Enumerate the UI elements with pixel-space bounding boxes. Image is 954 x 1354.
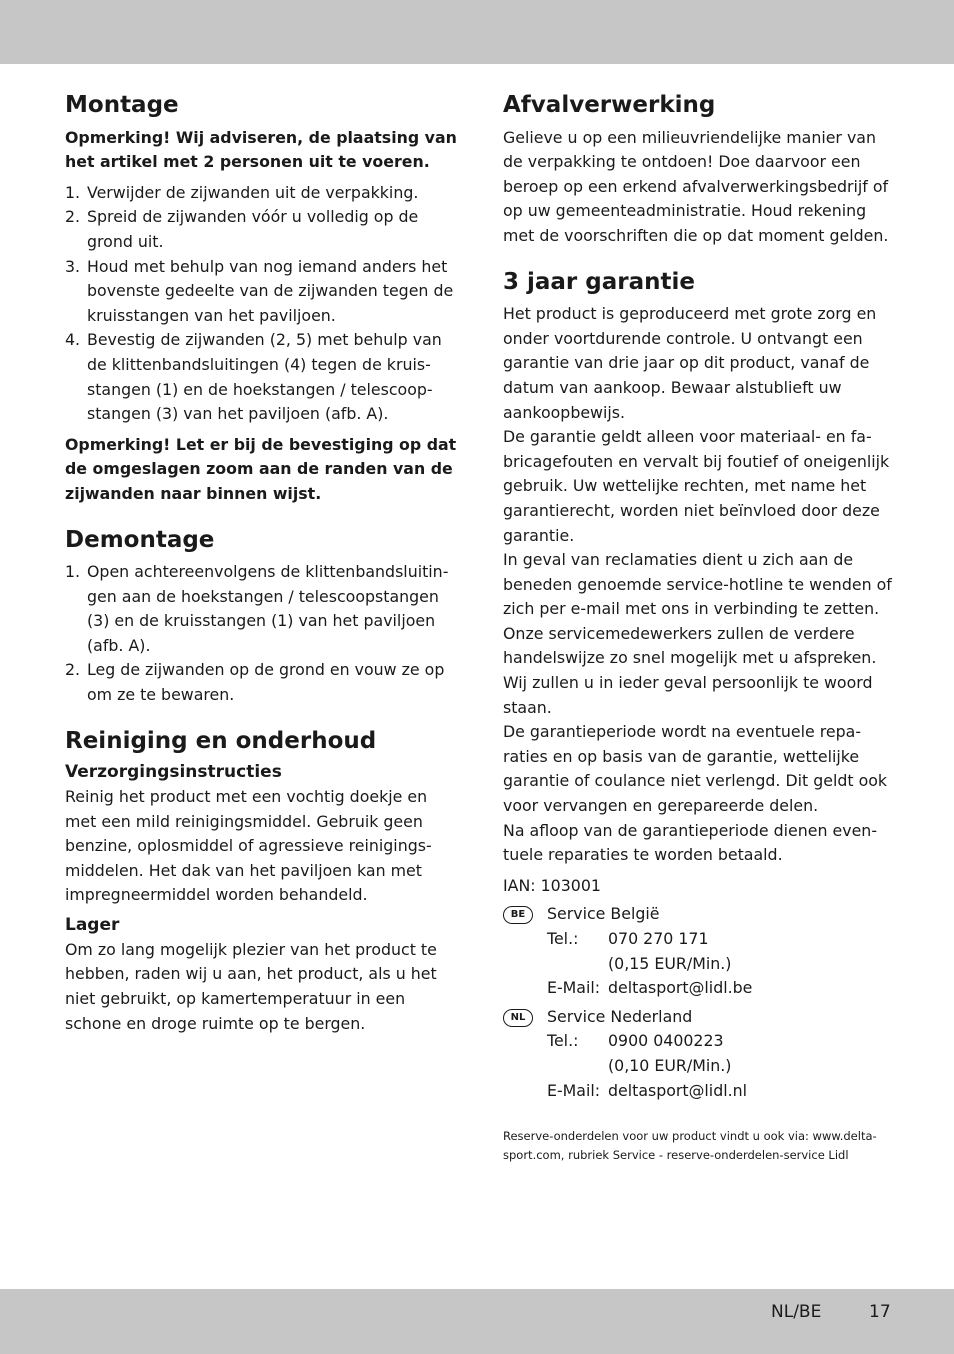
language-code: NL/BE [771,1302,822,1322]
garantie-p1: Het product is geproduceerd met grote zorg en onder voortdurende controle. U ontvangt een garantie van drie jaar op dit product, vanaf de datum van aankoop. Bewaar alstublieft uw aankoopbewijs. [503,304,877,422]
montage-note-1: Opmerking! Wij adviseren, de plaatsing van het artikel met 2 personen uit te voeren. [65,127,457,172]
reiniging-heading: Reiniging en onderhoud [65,727,377,754]
demontage-heading: Demontage [65,526,215,553]
garantie-p2: De garantie geldt alleen voor materiaal- en fabricagefouten en vervalt bij foutief of oneigenlijk gebruik. Uw wettelijke rechten, met name het garantierecht, worden niet beïnvloed door deze garantie. [503,427,890,545]
garantie-p3: In geval van reclamaties dient u zich aan de beneden genoemde service-hotline te wenden of zich per e-mail met ons in verbinding te zetten. Onze servicemedewerkers zullen de verdere handelswijze zo snel mogelijk met u afspreken. Wij zullen u in ieder geval persoonlijk te woord staan. [503,550,892,717]
list-item: 2. Spreid de zijwanden vóór u volledig op de grond uit. [65,207,419,251]
list-item: 4. Bevestig de zijwanden (2, 5) met behulp van de klittenbandsluitingen (4) tegen de kruisstangen (1) en de hoekstangen / telescoopstangen (3) van het paviljoen (afb. A). [65,330,442,424]
list-item: 2. Leg de zijwanden op de grond en vouw ze op om ze te bewaren. [65,660,445,705]
ian-number: IAN: 103001 [503,875,601,895]
country-badge-be: BE [503,906,533,924]
call-rate: (0,15 EUR/Min.) [608,953,732,973]
list-item: 3. Houd met behulp van nog iemand anders het bovenste gedeelte van de zijwanden tegen de kruisstangen van het paviljoen. [65,256,454,325]
storage-text: Om zo lang mogelijk plezier van het product te hebben, raden wij u aan, het product, als u het niet gebruikt, op kamertemperatuur in een schone en droge ruimte op te bergen. [65,939,437,1033]
storage-heading: Lager [65,915,120,936]
montage-heading: Montage [65,92,179,118]
page-number: 17 [869,1302,891,1322]
montage-note-2: Opmerking! Let er bij de bevestiging op dat de omgeslagen zoom aan de randen van de zijwanden naar binnen wijst. [65,434,457,503]
afval-heading: Afvalverwerking [503,92,716,118]
left-column [65,92,457,1036]
list-item: 1. Open achtereenvolgens de klittenbandsluitingen aan de hoekstangen / telescoopstangen (3) en de kruisstangen (1) van het paviljoen (afb. A). [65,562,449,655]
service-name: Service Nederland [547,1006,693,1026]
care-instructions-text: Reinig het product met een vochtig doekje en met een mild reinigingsmiddel. Gebruik geen benzine, oplosmiddel of agressieve reinigingsmiddelen. Het dak van het paviljoen kan met impregneermiddel worden behandeld. [65,787,432,905]
garantie-p4: De garantieperiode wordt na eventuele reparaties en op basis van de garantie, wettelijke garantie of coulance niet verlengd. Dit geldt ook voor vervangen en gerepareerde delen. [503,722,888,816]
afval-text: Gelieve u op een milieuvriendelijke manier van de verpakking te ontdoen! Doe daarvoor een beroep op een erkend afvalverwerkingsbedrijf of op uw gemeenteadministratie. Houd rekening met de voorschriften die op dat moment gelden. [503,127,889,245]
spare-parts-note: Reserve-onderdelen voor uw product vindt u ook via: www.delta-sport.com, rubriek Service - reserve-onderdelen-service Lidl [503,1129,877,1162]
care-instructions-heading: Verzorgingsinstructies [65,762,282,783]
garantie-p5: Na afloop van de garantieperiode dienen eventuele reparaties te worden betaald. [503,820,878,865]
phone-number: 070 270 171 [608,929,709,948]
country-badge-nl: NL [503,1009,533,1027]
list-item: 1. Verwijder de zijwanden uit de verpakking. [65,182,419,202]
service-netherlands: NL Service Nederland Tel.: 0900 0400223 (0,10 EUR/Min.) E-Mail: deltasport@lidl.nl [503,1005,895,1103]
call-rate: (0,10 EUR/Min.) [608,1055,732,1075]
demontage-steps [65,560,457,708]
service-belgium: BE Service België Tel.: 070 270 171 (0,15 EUR/Min.) E-Mail: deltasport@lidl.be [503,902,895,1000]
right-column [503,92,895,1164]
garantie-heading: 3 jaar garantie [503,268,695,295]
email-address: deltasport@lidl.be [608,978,753,998]
header-band [0,0,954,64]
email-address: deltasport@lidl.nl [608,1080,748,1100]
service-name: Service België [547,904,660,924]
phone-number: 0900 0400223 [608,1031,724,1051]
montage-steps [65,181,457,427]
